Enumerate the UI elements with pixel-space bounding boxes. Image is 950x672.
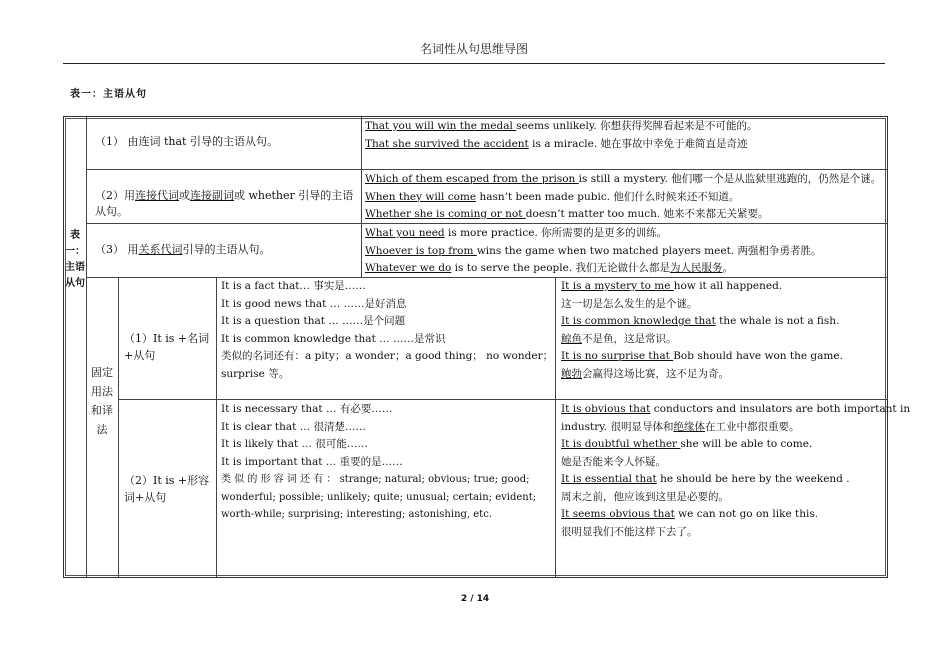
pattern-line: 类似的名词还有：a pity；a wonder；a good thing； no wonder； (221, 350, 554, 362)
example-line: 鲍勃会赢得这场比赛，这不足为奇。 (561, 367, 729, 380)
pattern-line: It is a question that … ……是个问题 (221, 315, 406, 327)
example-line: 很明显我们不能这样下去了。 (561, 525, 698, 538)
divider (555, 277, 556, 577)
header-rule (63, 63, 885, 64)
example-line: 她是否能来令人怀疑。 (561, 455, 666, 468)
pattern-line: 类 似 的 形 容 词 还 有 ： strange; natural; obvious; true; good; (221, 474, 530, 485)
example-line: Which of them escaped from the prison is still a mystery. 他们哪一个是从监狱里逃跑的，仍然是个谜。 (365, 173, 882, 185)
example-list (561, 401, 910, 541)
page-title: 名词性从句思维导图 (419, 42, 528, 56)
example-line: It is obvious that conductors and insulators are both important in (561, 403, 911, 415)
example-line: It is a mystery to me how it all happened. (561, 280, 783, 292)
pattern-line: It is clear that … 很清楚…… (221, 420, 366, 433)
pattern-line: surprise 等。 (221, 367, 290, 380)
divider (361, 117, 362, 277)
example-line: That you will win the medal seems unlikely. 你想获得奖牌看起来是不可能的。 (365, 120, 758, 132)
divider (216, 277, 217, 577)
row-label: （3） 用关系代词引导的主语从句。 (95, 243, 271, 256)
example-list (561, 278, 843, 383)
row-label: （2）用连接代词或连接副词或 whether 引导的主语从句。 (95, 189, 354, 218)
row-label: （1）It is +名词+从句 (124, 332, 210, 362)
example-line: 周末之前，他应该到这里是必要的。 (561, 490, 729, 503)
pattern-line: It is good news that … ……是好消息 (221, 297, 407, 310)
pattern-line: It is necessary that … 有必要…… (221, 403, 393, 415)
example-line: Whatever we do is to serve the people. 我们无论做什么都是为人民服务。 (365, 262, 734, 274)
example-line: Whoever is top from wins the game when two matched players meet. 两强相争勇者胜。 (365, 244, 822, 257)
pattern-list (221, 278, 553, 383)
divider (87, 169, 887, 170)
pattern-list (221, 401, 536, 524)
divider (118, 277, 119, 577)
divider (86, 117, 87, 577)
pattern-line: worth-while; surprising; interesting; astonishing, etc. (221, 509, 492, 520)
row-label: （1） 由连词 that 引导的主语从句。 (95, 135, 278, 148)
example-line: industry. 很明显导体和绝缘体在工业中都很重要。 (561, 420, 800, 433)
pattern-line: wonderful; possible; unlikely; quite; unusual; certain; evident; (221, 491, 537, 503)
example-list (365, 118, 758, 153)
example-line: It is doubtful whether she will be able to come. (561, 438, 813, 450)
example-line: When they will come hasn’t been made pubic. 他们什么时候来还不知道。 (365, 190, 740, 203)
pattern-line: It is important that … 重要的是…… (221, 455, 403, 468)
example-line: It is common knowledge that the whale is not a fish. (561, 315, 840, 327)
example-line: What you need is more practice. 你所需要的是更多的训练。 (365, 227, 668, 239)
example-list (365, 225, 821, 278)
divider (119, 399, 887, 400)
pattern-line: It is a fact that… 事实是…… (221, 280, 366, 292)
example-line: It seems obvious that we can not go on like this. (561, 508, 819, 520)
example-line: It is no surprise that Bob should have won the game. (561, 350, 843, 362)
pattern-line: It is common knowledge that … ……是常识 (221, 332, 446, 345)
side-title: 表一：主语从句 (65, 230, 85, 289)
row-label: （2）It is +形容词+从句 (124, 474, 210, 504)
section-label: 表一：主语从句 (70, 89, 147, 100)
example-line: That she survived the accident is a miracle. 她在事故中幸免于难简直是奇迹 (365, 137, 748, 150)
example-line: Whether she is coming or not doesn’t matter too much. 她来不来都无关紧要。 (365, 208, 769, 220)
example-line: 鲸鱼不是鱼，这是常识。 (561, 332, 677, 345)
example-line: 这一切是怎么发生的是个谜。 (561, 297, 698, 310)
fixed-usage-title: 固定用法和译法 (91, 366, 113, 436)
pattern-line: It is likely that … 很可能…… (221, 438, 368, 450)
example-line: It is essential that he should be here by the weekend . (561, 473, 850, 485)
page-number: 2 / 14 (460, 594, 490, 604)
example-list (365, 171, 881, 224)
